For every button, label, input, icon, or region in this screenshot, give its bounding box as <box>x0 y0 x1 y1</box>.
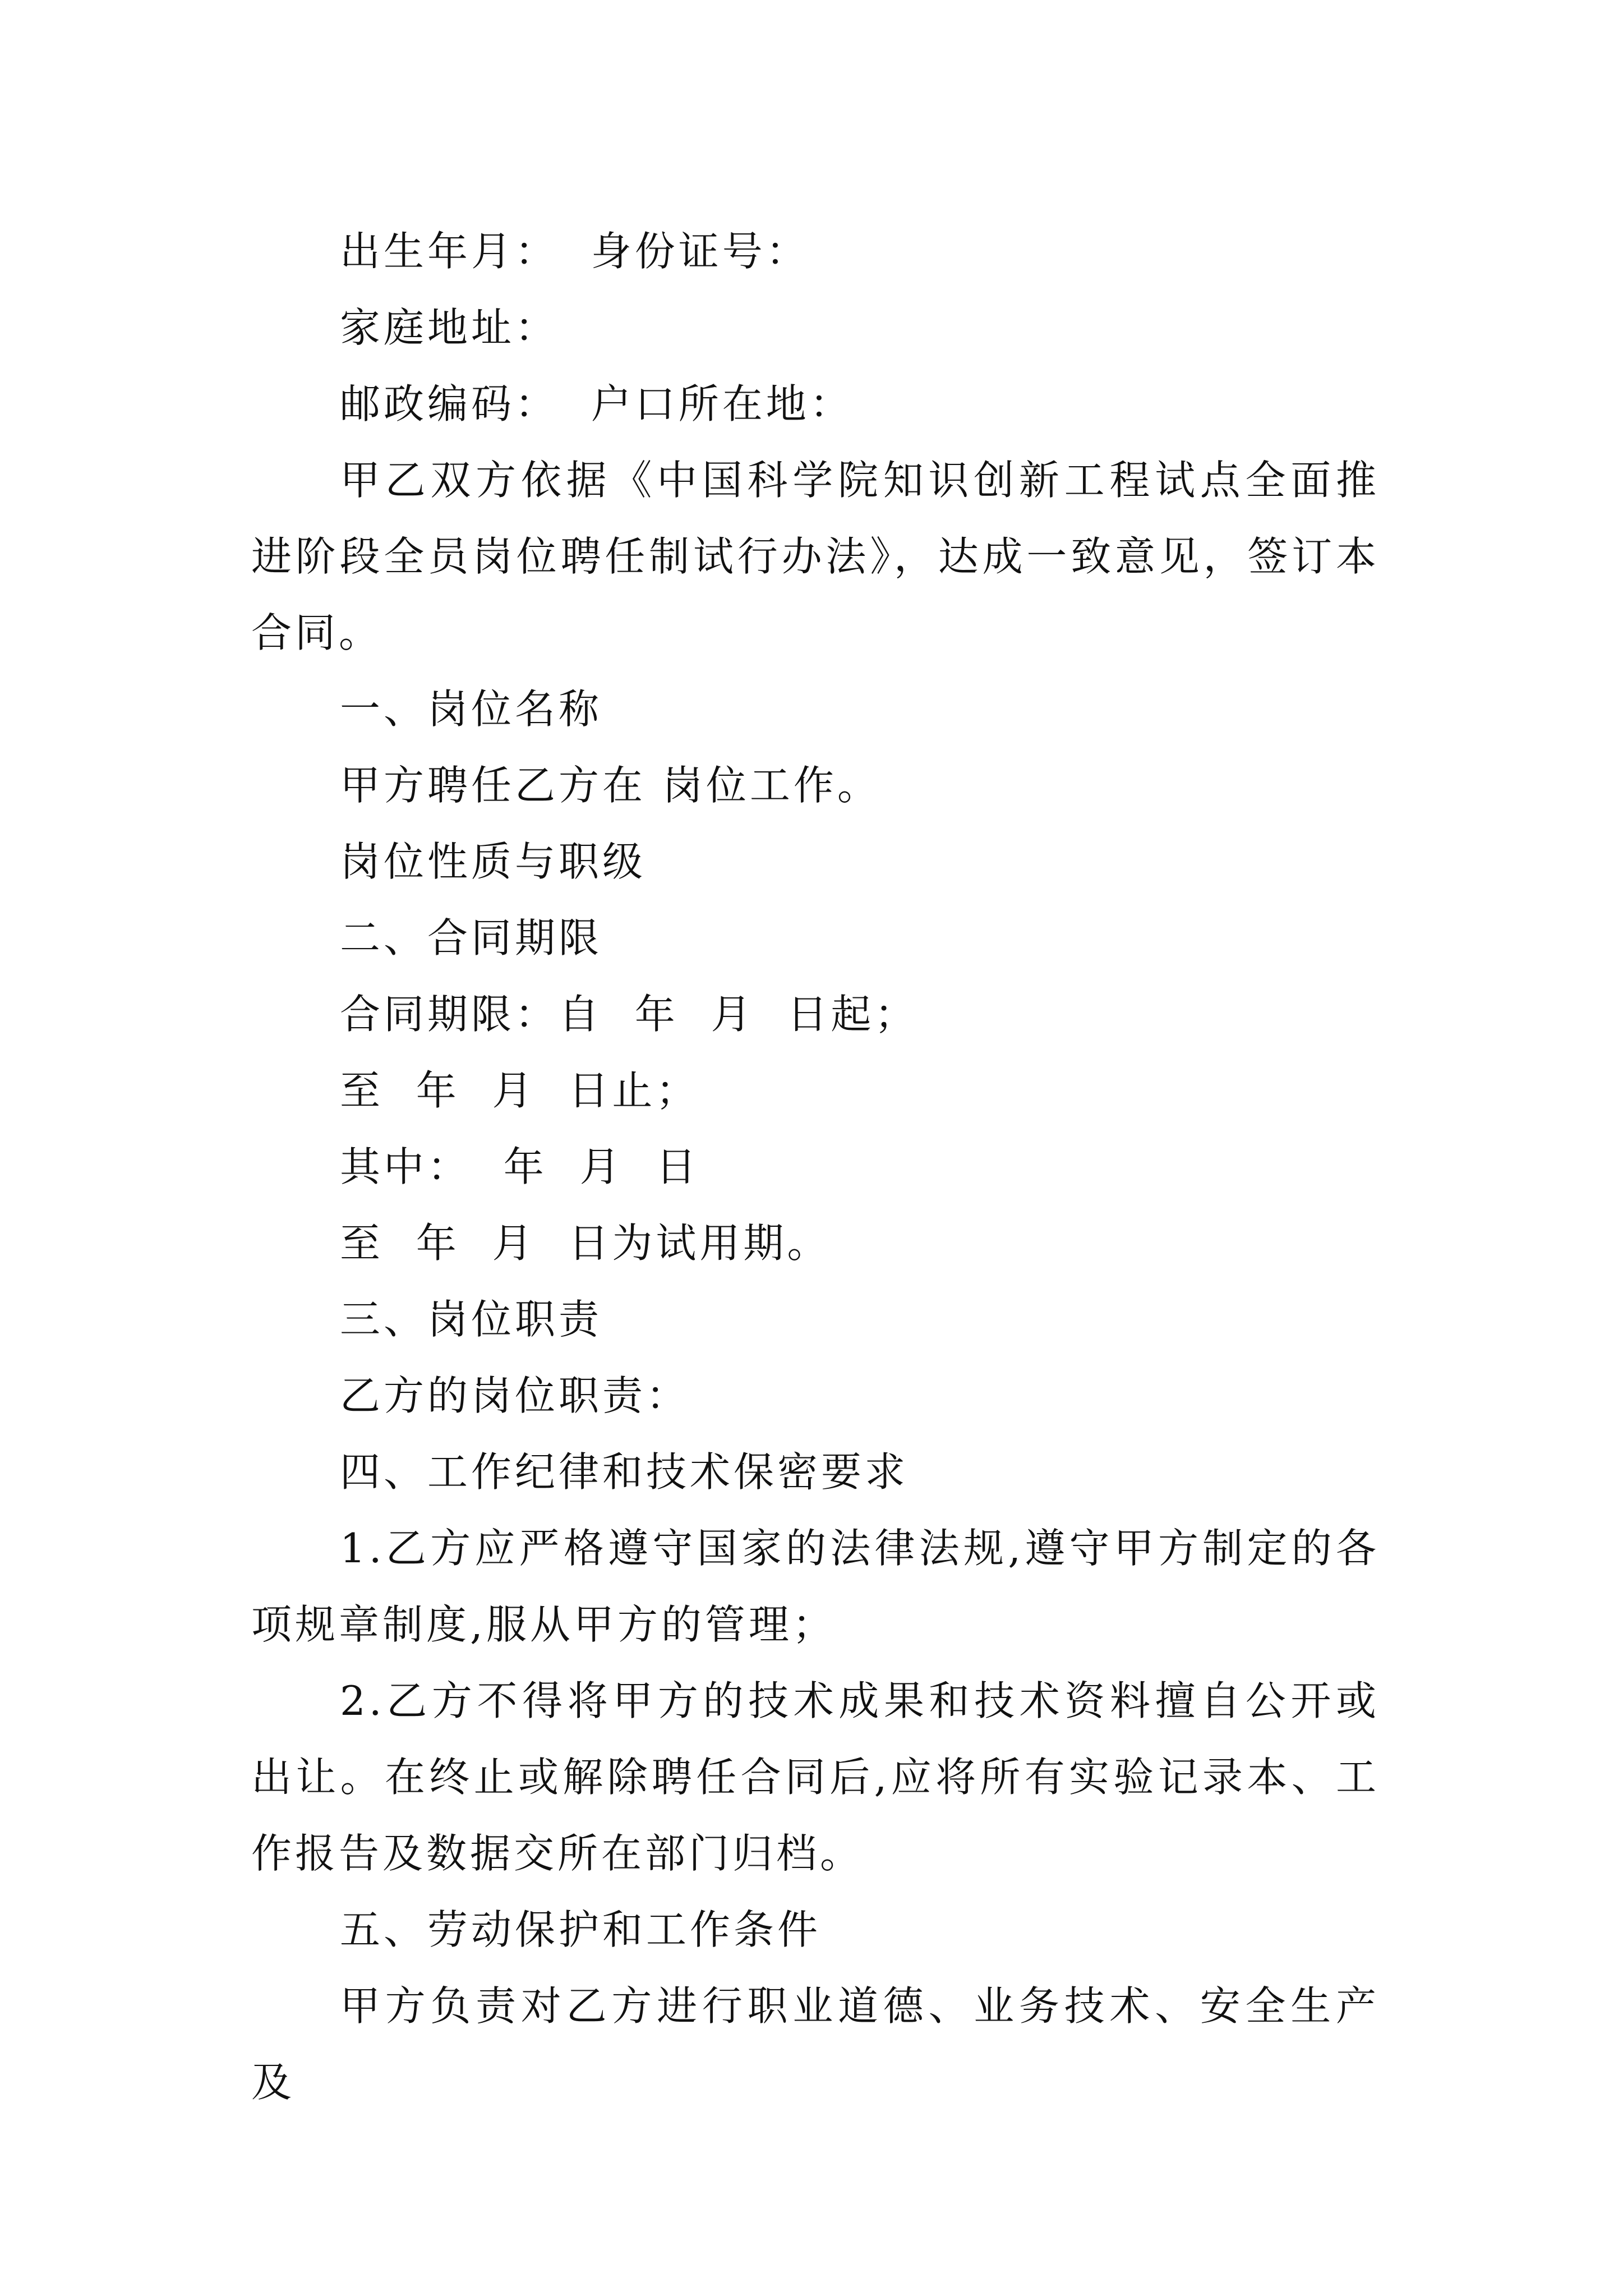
field-birth-and-id: 出生年月： 身份证号： <box>340 228 810 275</box>
section-3-text: 乙方的岗位职责： <box>340 1372 690 1419</box>
section-5-text: 甲方负责对乙方进行职业道德、业务技术、安全生产及 <box>251 1982 1380 2106</box>
document-body <box>251 213 1380 2120</box>
section-heading-1: 一、岗位名称 <box>340 685 603 733</box>
contract-term-end: 至 年 月 日止； <box>340 1067 700 1114</box>
contract-term-start: 合同期限：自 年 月 日起； <box>340 991 919 1038</box>
section-heading-4: 四、工作纪律和技术保密要求 <box>340 1448 909 1496</box>
section-4-item-2: 2.乙方不得将甲方的技术成果和技术资料擅自公开或出让。在终止或解除聘任合同后,应将所有实验记录本、工作报告及数据交所在部门归档。 <box>251 1677 1380 1877</box>
probation-end: 至 年 月 日为试用期。 <box>340 1220 831 1267</box>
section-heading-5: 五、劳动保护和工作条件 <box>340 1906 822 1953</box>
field-postcode-and-hukou: 邮政编码： 户口所在地： <box>340 380 854 427</box>
section-1-text: 甲方聘任乙方在 岗位工作。 <box>340 762 881 809</box>
probation-start: 其中： 年 月 日 <box>340 1143 700 1190</box>
section-heading-2: 二、合同期限 <box>340 914 603 961</box>
field-home-address: 家庭地址： <box>340 304 559 351</box>
preamble-paragraph: 甲乙双方依据《中国科学院知识创新工程试点全面推进阶段全员岗位聘任制试行办法》，达成一致意见，签订本合同。 <box>251 457 1380 656</box>
section-heading-3: 三、岗位职责 <box>340 1296 603 1343</box>
section-4-item-1: 1.乙方应严格遵守国家的法律法规,遵守甲方制定的各项规章制度,服从甲方的管理； <box>251 1525 1380 1648</box>
section-1-subheading: 岗位性质与职级 <box>340 838 647 885</box>
